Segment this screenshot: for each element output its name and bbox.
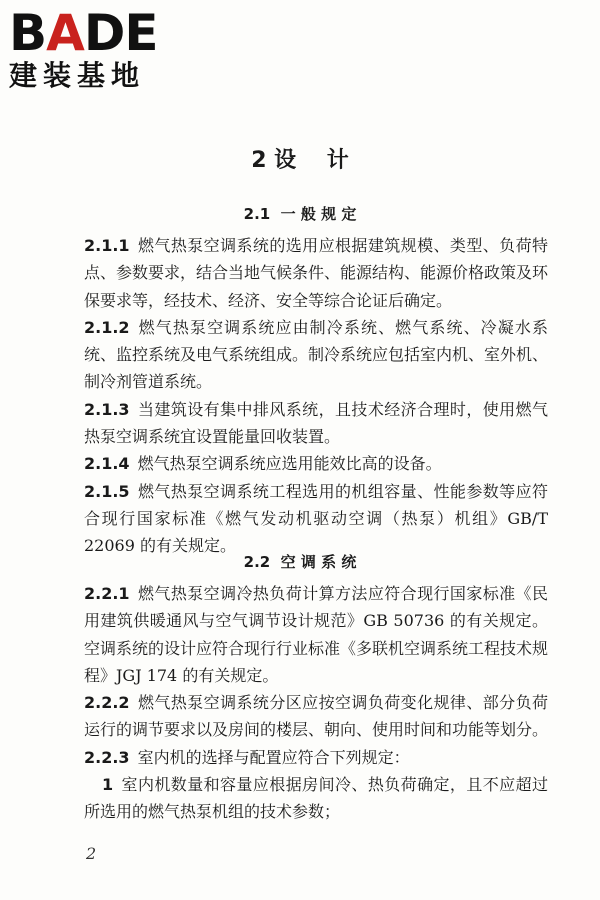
clause-text: 室内机的选择与配置应符合下列规定： xyxy=(137,747,410,767)
clause-number: 2.1.2 xyxy=(84,317,130,337)
clause-number: 2.2.3 xyxy=(84,747,130,767)
logo-wordmark: BADE xyxy=(9,4,158,62)
section-title-2-1: 2.1 一 般 规 定 xyxy=(243,205,357,223)
clause-number: 2.2.1 xyxy=(84,584,130,603)
clause xyxy=(84,232,548,314)
clause-number: 2.2.2 xyxy=(84,693,130,713)
bade-logo xyxy=(9,6,179,96)
clause xyxy=(84,450,548,477)
clause-text: 燃气热泵空调系统应由制冷系统、燃气系统、冷凝水系统、监控系统及电气系统组成。制冷系统应包括室内机、室外机、制冷剂管道系统。 xyxy=(84,317,549,392)
clause xyxy=(84,314,548,396)
logo-subtitle: 建装基地 xyxy=(9,59,146,92)
clause-text: 燃气热泵空调系统的选用应根据建筑规模、类型、负荷特点、参数要求，结合当地气候条件、能源结构、能源价格政策及环保要求等，经技术、经济、安全等综合论证后确定。 xyxy=(84,236,549,310)
clause xyxy=(84,580,548,689)
page-number: 2 xyxy=(86,844,97,863)
clause-number: 2.1.5 xyxy=(84,481,130,501)
clause-text: 当建筑设有集中排风系统，且技术经济合理时，使用燃气热泵空调系统宜设置能量回收装置。 xyxy=(84,399,548,447)
item-number: 1 xyxy=(102,775,114,795)
clause xyxy=(84,478,548,560)
section-title-2-2: 2.2 空 调 系 统 xyxy=(243,553,357,571)
clause xyxy=(84,744,548,771)
clause-text: 燃气热泵空调系统分区应按空调负荷变化规律、部分负荷运行的调节要求以及房间的楼层、朝向、使用时间和功能等划分。 xyxy=(84,693,549,740)
clause-number: 2.1.1 xyxy=(84,236,130,255)
clause-text: 燃气热泵空调系统应选用能效比高的设备。 xyxy=(137,454,442,474)
clause-text: 燃气热泵空调冷热负荷计算方法应符合现行国家标准《民用建筑供暖通风与空气调节设计规范》GB 50736 的有关规定。空调系统的设计应符合现行行业标准《多联机空调系统工程技术规程》JGJ 174 的有关规定。 xyxy=(84,584,549,685)
clause-text: 燃气热泵空调系统工程选用的机组容量、性能参数等应符合现行国家标准《燃气发动机驱动空调（热泵）机组》GB/T 22069 的有关规定。 xyxy=(84,481,548,556)
clause xyxy=(84,396,548,451)
clause-number: 2.1.4 xyxy=(84,454,130,474)
section-2-1-body xyxy=(84,232,548,560)
list-item xyxy=(84,771,548,826)
item-text: 室内机数量和容量应根据房间冷、热负荷确定，且不应超过所选用的燃气热泵机组的技术参数； xyxy=(84,775,548,822)
chapter-title: 2 设 计 xyxy=(251,148,349,173)
section-2-2-body xyxy=(84,580,548,826)
clause xyxy=(84,689,548,744)
clause-number: 2.1.3 xyxy=(84,399,130,419)
